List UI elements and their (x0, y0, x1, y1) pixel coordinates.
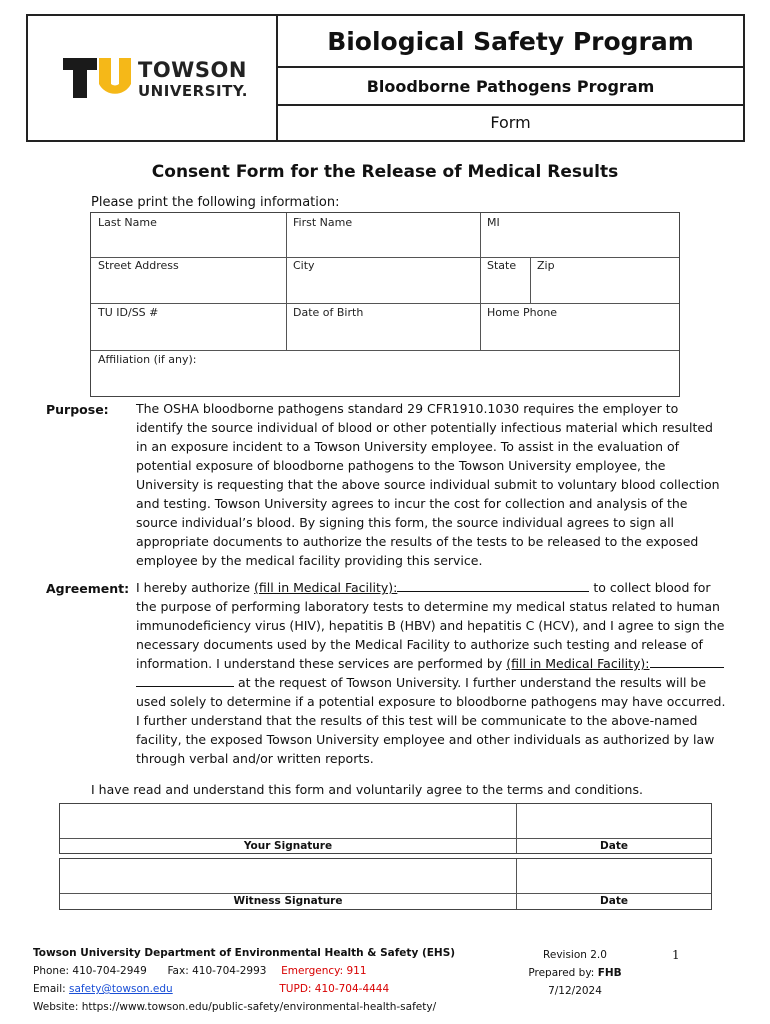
agreement-part2: to collect blood for the purpose of performing laboratory tests to determine my medical status related to human immunodeficiency virus (HIV), hepatitis B (HBV) and hepatitis C (HCV), and I agree to sign the necessary documents used by the Medical Facility to authorize such testing and release of information. I understand these services are performed by (136, 580, 725, 671)
logo-cell (28, 16, 278, 140)
instruction-text: Please print the following information: (91, 195, 340, 210)
zip-field[interactable]: Zip (537, 259, 555, 272)
state-field[interactable]: State (487, 259, 517, 272)
prepared-by: FHB (597, 967, 622, 979)
affiliation-field[interactable]: Affiliation (if any): (98, 353, 197, 366)
agreement-label: Agreement: (46, 581, 130, 596)
logo-text-university: UNIVERSITY. (138, 82, 248, 100)
fill-medical-facility-label-2: (fill in Medical Facility): (506, 656, 650, 671)
your-signature-date-field[interactable] (517, 804, 711, 838)
footer-fax: Fax: 410-704-2993 (167, 965, 267, 977)
mi-field[interactable]: MI (487, 216, 500, 229)
witness-signature-label: Witness Signature (233, 895, 343, 907)
revision: Revision 2.0 (543, 949, 607, 961)
footer-website[interactable]: Website: https://www.towson.edu/public-safety/environmental-health-safety/ (33, 1001, 437, 1013)
footer-tupd: TUPD: 410-704-4444 (279, 983, 390, 995)
logo-text-towson: TOWSON (138, 58, 247, 82)
home-phone-field[interactable]: Home Phone (487, 306, 558, 319)
date-of-birth-field[interactable]: Date of Birth (293, 306, 364, 319)
witness-signature-field[interactable] (60, 859, 516, 893)
agreement-part1: I hereby authorize (136, 580, 251, 595)
footer-email-label: Email: (33, 983, 66, 995)
footer-emergency: Emergency: 911 (281, 965, 367, 977)
date-label-1: Date (600, 840, 628, 852)
purpose-text: The OSHA bloodborne pathogens standard 29 CFR1910.1030 requires the employer to identify the source individual of blood or other potentially infectious material which resulted in an exposure incident to a Towson University employee. To assist in the evaluation of potential exposure of bloodborne pathogens to the Towson University employee, the University is requesting that the above source individual submit to voluntary blood collection and testing. Towson University agrees to incur the cost for collection and analysis of the source individual’s blood. By signing this form, the source individual agrees to sign all appropriate documents to authorize the results of the tests to be released to the exposed employee by the medical facility providing this service. (136, 401, 720, 568)
footer-dept: Towson University Department of Environmental Health & Safety (EHS) (33, 947, 456, 959)
footer-phone: Phone: 410-704-2949 (33, 965, 147, 977)
agreement-text (136, 578, 728, 768)
footer-contact (33, 944, 493, 1016)
street-address-field[interactable]: Street Address (98, 259, 179, 272)
medical-facility-blank-1[interactable] (397, 578, 589, 592)
date-label-2: Date (600, 895, 628, 907)
towson-tu-logo-icon (61, 54, 133, 102)
revision-date: 7/12/2024 (548, 985, 602, 997)
your-signature-label: Your Signature (243, 840, 333, 852)
document-header (26, 14, 745, 142)
city-field[interactable]: City (293, 259, 315, 272)
medical-facility-blank-2[interactable] (650, 654, 724, 668)
footer-revision-block (515, 946, 635, 1000)
witness-signature-box (59, 858, 712, 910)
first-name-field[interactable]: First Name (293, 216, 353, 229)
personal-info-grid (90, 212, 680, 397)
page-number: 1 (672, 948, 680, 962)
acknowledgement-text: I have read and understand this form and voluntarily agree to the terms and conditions. (91, 782, 643, 797)
form-title: Consent Form for the Release of Medical Results (151, 162, 619, 182)
subprogram-title: Bloodborne Pathogens Program (278, 68, 743, 106)
footer-email-link[interactable]: safety@towson.edu (69, 983, 173, 995)
program-title: Biological Safety Program (278, 16, 743, 68)
agreement-part3: at the request of Towson University. I further understand the results will be used solely to determine if a potential exposure to bloodborne pathogens may have occurred. I further understand that the results of this test will be communicate to the above-named facility, the exposed Towson University employee and other individuals as authorized by law through verbal and/or written reports. (136, 675, 726, 766)
your-signature-field[interactable] (60, 804, 516, 838)
your-signature-box (59, 803, 712, 854)
tuid-field[interactable]: TU ID/SS # (98, 306, 159, 319)
witness-signature-date-field[interactable] (517, 859, 711, 893)
prepared-by-label: Prepared by: (528, 967, 595, 979)
purpose-label: Purpose: (46, 402, 109, 417)
last-name-field[interactable]: Last Name (98, 216, 157, 229)
doc-type: Form (490, 113, 531, 132)
medical-facility-blank-2b[interactable] (136, 673, 234, 687)
fill-medical-facility-label-1: (fill in Medical Facility): (254, 580, 398, 595)
